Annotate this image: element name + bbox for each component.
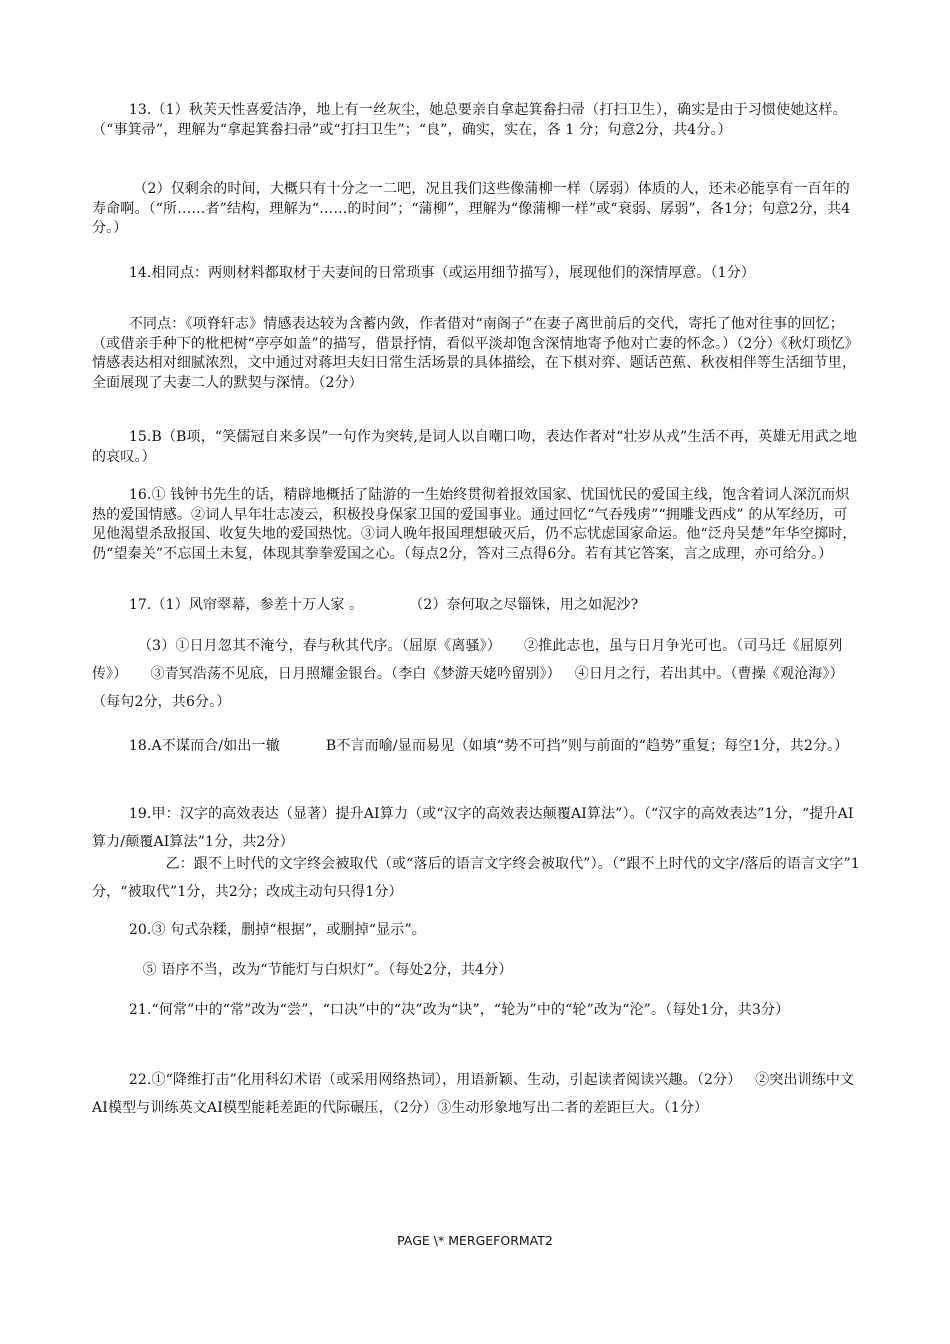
answer-14-difference: 不同点：《项脊轩志》情感表达较为含蓄内敛，作者借对“南阁子”在妻子离世前后的交代，寄托了他对往事的回忆；（或借亲手种下的枇杷树“亭亭如盖”的描写，借景抒情，看似平淡却饱含深情地寄予他对亡妻的怀念。）（2分）《秋灯琐忆》情感表达相对细腻浓烈，文中通过对蒋坦夫妇日常生活场景的具体描绘，在下棋对弈、题话芭蕉、秋夜相伴等生活细节里，全面展现了夫妻二人的默契与深情。（2分） [92, 316, 859, 391]
answer-17-3: （3）①日月忽其不淹兮，春与秋其代序。（屈原《离骚》） ②推此志也，虽与日月争光可也。（司马迁《屈原列传》） ③青冥浩荡不见底，日月照耀金银台。（李白《梦游天姥吟留别》） ④日月之行，若出其中。（曹操《观沧海》）（每句2分，共6分。） [92, 638, 844, 710]
answer-20-3: 20.③ 句式杂糅，删掉“根据”，或删掉“显示”。 [92, 922, 426, 938]
answer-18: 18.A不谋而合/如出一辙 B不言而喻/显而易见（如填“势不可挡”则与前面的“趋势”重复；每空1分，共2分。） [92, 738, 849, 754]
answer-17-1-2: 17.（1）风帘翠幕，参差十万人家 。 （2）奈何取之尽锱铢，用之如泥沙? [92, 597, 639, 613]
answer-22: 22.①“降维打击”化用科幻术语（或采用网络热词），用语新颖、生动，引起读者阅读兴趣。（2分） ②突出训练中文AI模型与训练英文AI模型能耗差距的代际碾压，（2分）③生动形象地写出二者的差距巨大。（1分） [92, 1072, 855, 1116]
answer-19-yi: 乙：跟不上时代的文字终会被取代（或“落后的语言文字终会被取代”）。（“跟不上时代的文字/落后的语言文字”1分，“被取代”1分，共2分；改成主动句只得1分） [92, 856, 860, 900]
answer-13-1: 13.（1）秋芙天性喜爱洁净，地上有一丝灰尘，她总要亲自拿起箕畚扫帚（打扫卫生），确实是由于习惯使她这样。（“事箕帚”，理解为“拿起箕畚扫帚”或“打扫卫生”；“良”，确实，实在，各 1 分；句意2分，共4分。） [92, 102, 847, 138]
answer-21: 21.“何常”中的“常”改为“尝”，“口决”中的“决”改为“诀”，“轮为”中的“轮”改为“沦”。（每处1分，共3分） [92, 1002, 790, 1018]
answer-20-5: ⑤ 语序不当，改为“节能灯与白炽灯”。（每处2分，共4分） [92, 962, 513, 978]
answer-15: 15.B（B项，“笑儒冠自来多误”一句作为突转,是词人以自嘲口吻，表达作者对“壮岁从戎”生活不再，英雄无用武之地的哀叹。） [92, 429, 858, 465]
answer-14-similarity: 14.相同点：两则材料都取材于夫妻间的日常琐事（或运用细节描写），展现他们的深情厚意。（1分） [92, 265, 756, 281]
answer-13-2: （2）仅剩余的时间，大概只有十分之一二吧，况且我们这些像蒲柳一样（孱弱）体质的人，还未必能享有一百年的寿命啊。（“所……者”结构，理解为“……的时间”；“蒲柳”，理解为“像蒲柳一样”或“衰弱、孱弱”，各1分；句意2分，共4分。） [92, 181, 851, 236]
answer-19-jia: 19.甲：汉字的高效表达（显著）提升AI算力（或“汉字的高效表达颠覆AI算法”）。（“汉字的高效表达”1分，“提升AI算力/颠覆AI算法”1分，共2分） [92, 806, 854, 850]
answer-16: 16.① 钱钟书先生的话，精辟地概括了陆游的一生始终贯彻着报效国家、忧国忧民的爱国主线，饱含着词人深沉而炽热的爱国情感。②词人早年壮志凌云，积极投身保家卫国的爱国事业。通过回忆“气吞残虏”“拥雕戈西戍” 的从军经历，可见他渴望杀敌报国、收复失地的爱国热忱。③词人晚年报国理想破灭后，仍不忘忧虑国家命运。他“泛舟吴楚”年华空掷时，仍“望秦关”不忘国土未复，体现其拳拳爱国之心。（每点2分，答对三点得6分。若有其它答案，言之成理，亦可给分。） [92, 487, 857, 562]
page-footer: PAGE \* MERGEFORMAT2 [397, 1233, 553, 1248]
